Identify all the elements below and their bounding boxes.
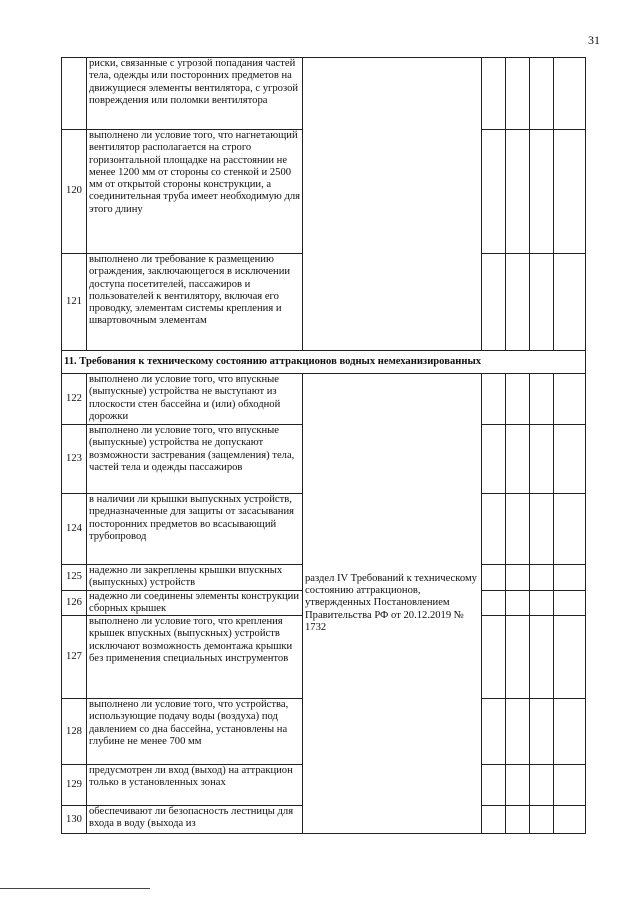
requirement-text: надежно ли соединены элементы конструкции сборных крышек bbox=[87, 590, 303, 616]
answer-na-cell bbox=[530, 616, 554, 699]
row-number: 121 bbox=[62, 254, 87, 351]
norm-reference-cell bbox=[303, 58, 482, 351]
row-number: 128 bbox=[62, 699, 87, 765]
requirement-text: выполнено ли условие того, что впускные (выпускные) устройства не выступают из плоскости стен бассейна и (или) обходной дорожки bbox=[87, 374, 303, 425]
requirement-text: обеспечивают ли безопасность лестницы для входа в воду (выхода из bbox=[87, 806, 303, 834]
row-number: 126 bbox=[62, 590, 87, 616]
note-cell bbox=[554, 806, 586, 834]
answer-na-cell bbox=[530, 254, 554, 351]
answer-no-cell bbox=[506, 425, 530, 494]
answer-yes-cell bbox=[482, 58, 506, 130]
table-row bbox=[62, 374, 586, 425]
answer-yes-cell bbox=[482, 765, 506, 806]
answer-yes-cell bbox=[482, 616, 506, 699]
answer-na-cell bbox=[530, 58, 554, 130]
table-row bbox=[62, 58, 586, 130]
answer-no-cell bbox=[506, 130, 530, 254]
answer-na-cell bbox=[530, 494, 554, 565]
row-number: 127 bbox=[62, 616, 87, 699]
row-number: 129 bbox=[62, 765, 87, 806]
requirement-text: риски, связанные с угрозой попадания частей тела, одежды или посторонних предметов на движущиеся элементы вентилятора, с угрозой повреждения или поломки вентилятора bbox=[87, 58, 303, 130]
answer-na-cell bbox=[530, 565, 554, 591]
requirement-text: выполнено ли условие того, что впускные (выпускные) устройства не допускают возможности застревания (защемления) тела, частей тела и одежды пассажиров bbox=[87, 425, 303, 494]
norm-reference: раздел IV Требований к техническому состоянию аттракционов, утвержденных Постановлением Правительства РФ от 20.12.2019 № 1732 bbox=[303, 374, 482, 834]
note-cell bbox=[554, 130, 586, 254]
answer-no-cell bbox=[506, 765, 530, 806]
row-number: 123 bbox=[62, 425, 87, 494]
answer-no-cell bbox=[506, 565, 530, 591]
requirement-text: выполнено ли условие того, что крепления крышек впускных (выпускных) устройств исключают возможность демонтажа крышки без применения специальных инструментов bbox=[87, 616, 303, 699]
requirement-text: предусмотрен ли вход (выход) на аттракцион только в установленных зонах bbox=[87, 765, 303, 806]
answer-yes-cell bbox=[482, 806, 506, 834]
row-number: 125 bbox=[62, 565, 87, 591]
requirement-text: выполнено ли требование к размещению ограждения, заключающегося в исключении доступа посетителей, пассажиров и пользователей к вентилятору, включая его проводку, элементам системы крепления и швартовочным элементам bbox=[87, 254, 303, 351]
answer-yes-cell bbox=[482, 425, 506, 494]
section-header-row bbox=[62, 351, 586, 374]
answer-no-cell bbox=[506, 374, 530, 425]
row-number bbox=[62, 58, 87, 130]
answer-no-cell bbox=[506, 806, 530, 834]
answer-yes-cell bbox=[482, 374, 506, 425]
note-cell bbox=[554, 590, 586, 616]
answer-na-cell bbox=[530, 130, 554, 254]
answer-yes-cell bbox=[482, 130, 506, 254]
row-number: 120 bbox=[62, 130, 87, 254]
answer-yes-cell bbox=[482, 590, 506, 616]
answer-na-cell bbox=[530, 765, 554, 806]
note-cell bbox=[554, 565, 586, 591]
answer-yes-cell bbox=[482, 254, 506, 351]
note-cell bbox=[554, 494, 586, 565]
answer-na-cell bbox=[530, 590, 554, 616]
section-title: 11. Требования к техническому состоянию аттракционов водных немеханизированных bbox=[62, 351, 586, 374]
note-cell bbox=[554, 425, 586, 494]
page-number: 31 bbox=[588, 33, 600, 47]
note-cell bbox=[554, 765, 586, 806]
answer-no-cell bbox=[506, 616, 530, 699]
answer-na-cell bbox=[530, 699, 554, 765]
answer-no-cell bbox=[506, 58, 530, 130]
note-cell bbox=[554, 699, 586, 765]
answer-na-cell bbox=[530, 806, 554, 834]
requirement-text: надежно ли закреплены крышки впускных (выпускных) устройств bbox=[87, 565, 303, 591]
answer-na-cell bbox=[530, 374, 554, 425]
note-cell bbox=[554, 374, 586, 425]
row-number: 122 bbox=[62, 374, 87, 425]
answer-yes-cell bbox=[482, 699, 506, 765]
note-cell bbox=[554, 254, 586, 351]
answer-no-cell bbox=[506, 699, 530, 765]
answer-yes-cell bbox=[482, 494, 506, 565]
note-cell bbox=[554, 58, 586, 130]
note-cell bbox=[554, 616, 586, 699]
requirement-text: выполнено ли условие того, что устройства, использующие подачу воды (воздуха) под давлением со дна бассейна, установлены на глубине не менее 700 мм bbox=[87, 699, 303, 765]
answer-no-cell bbox=[506, 590, 530, 616]
answer-no-cell bbox=[506, 494, 530, 565]
answer-na-cell bbox=[530, 425, 554, 494]
footer-rule bbox=[0, 888, 150, 889]
row-number: 124 bbox=[62, 494, 87, 565]
requirement-text: в наличии ли крышки выпускных устройств, предназначенные для защиты от засасывания посторонних предметов во всасывающий трубопровод bbox=[87, 494, 303, 565]
answer-yes-cell bbox=[482, 565, 506, 591]
answer-no-cell bbox=[506, 254, 530, 351]
checklist-table bbox=[61, 57, 586, 834]
row-number: 130 bbox=[62, 806, 87, 834]
requirement-text: выполнено ли условие того, что нагнетающий вентилятор располагается на строго горизонтальной площадке на расстоянии не менее 1200 мм от стороны со стенкой и 2500 мм от открытой стороны конструкции, а соединительная труба имеет необходимую для этого длину bbox=[87, 130, 303, 254]
